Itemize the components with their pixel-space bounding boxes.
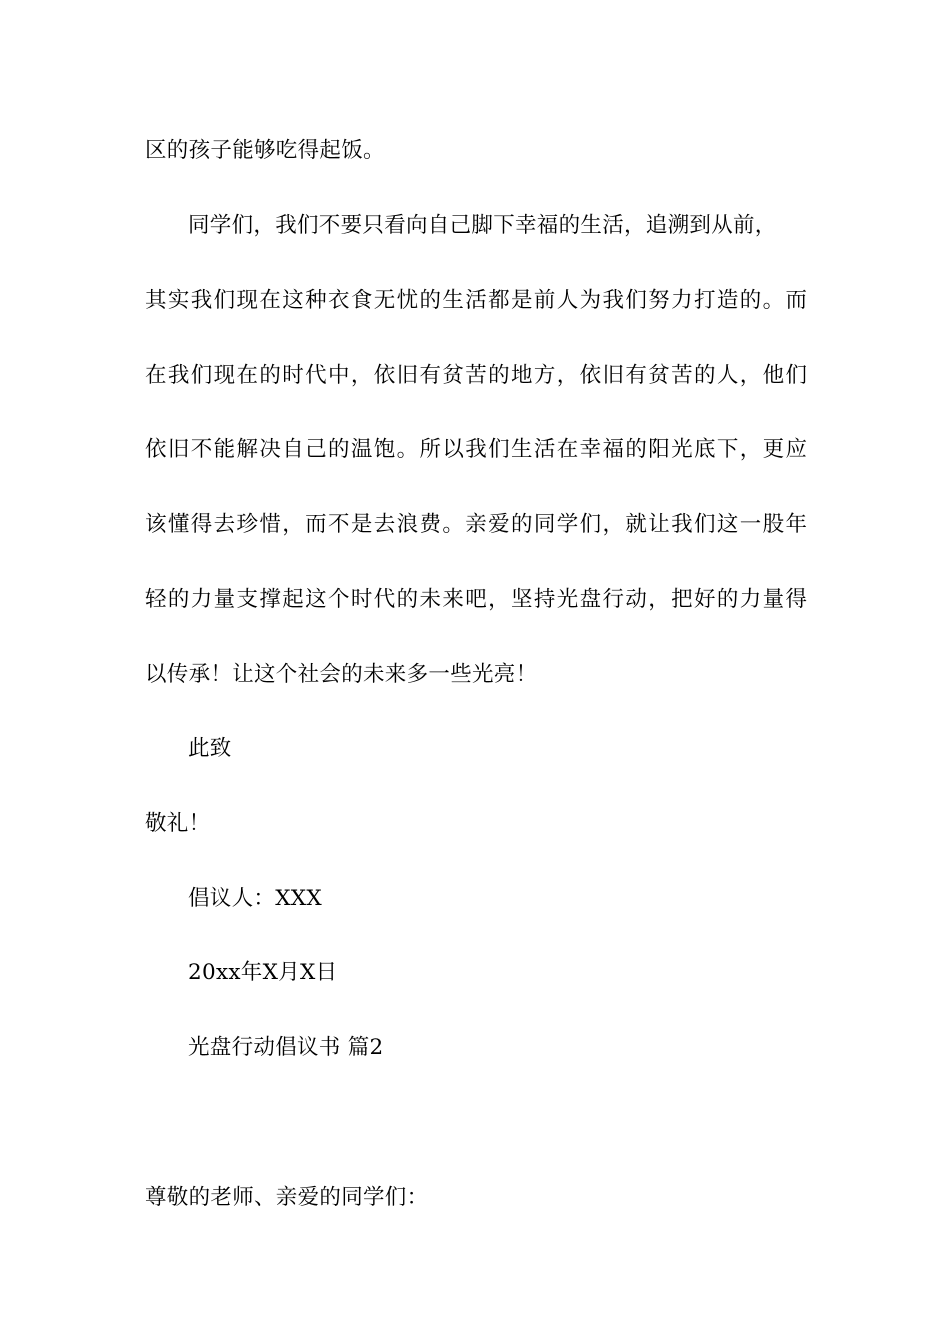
signature-line: 倡议人：XXX <box>188 886 323 911</box>
paragraph-line: 在我们现在的时代中，依旧有贫苦的地方，依旧有贫苦的人，他们 <box>145 363 807 388</box>
closing-regards: 敬礼！ <box>145 811 211 836</box>
paragraph-line: 其实我们现在这种衣食无忧的生活都是前人为我们努力打造的。而 <box>145 288 807 313</box>
paragraph-line: 以传承！让这个社会的未来多一些光亮！ <box>145 662 538 687</box>
date-line: 20xx年X月X日 <box>188 960 338 985</box>
paragraph-line: 依旧不能解决自己的温饱。所以我们生活在幸福的阳光底下，更应 <box>145 437 807 462</box>
paragraph-line: 同学们，我们不要只看向自己脚下幸福的生活，追溯到从前， <box>188 213 777 238</box>
closing-salutation: 此致 <box>188 736 232 761</box>
paragraph-line: 轻的力量支撑起这个时代的未来吧，坚持光盘行动，把好的力量得 <box>145 587 807 612</box>
paragraph-line: 区的孩子能够吃得起饭。 <box>145 138 385 163</box>
greeting-line: 尊敬的老师、亲爱的同学们： <box>145 1185 429 1210</box>
section-title: 光盘行动倡议书 篇2 <box>188 1035 384 1060</box>
paragraph-line: 该懂得去珍惜，而不是去浪费。亲爱的同学们，就让我们这一股年 <box>145 512 807 537</box>
